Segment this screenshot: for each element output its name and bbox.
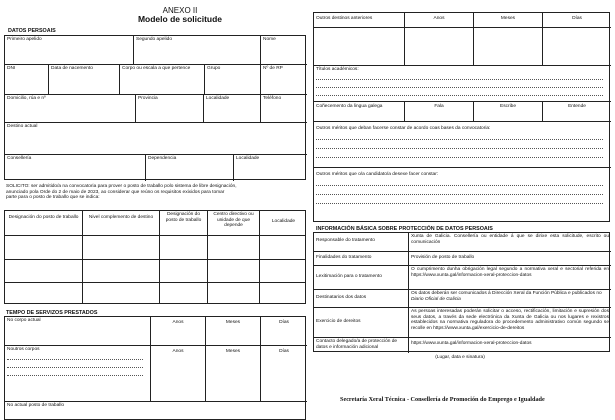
telefono-label: Teléfono: [263, 96, 282, 101]
corpo-escala-field[interactable]: [119, 64, 204, 94]
dni-label: DNI: [7, 66, 16, 71]
services-meses-2[interactable]: Meses: [205, 345, 260, 401]
dotted-line: [316, 139, 603, 140]
signature-caption: (Lugar, data e sinatura): [435, 355, 485, 360]
posts-col-divider: [207, 235, 208, 304]
posts-header-localidade: Localidade: [259, 211, 307, 235]
personal-data-box: [4, 35, 306, 180]
domicilio-field[interactable]: [5, 94, 135, 122]
telefono-field[interactable]: [260, 94, 307, 122]
corpo-actual-label: No corpo actual: [7, 318, 41, 323]
protection-label-contacto: Contacto delegado/a de protección de datos e información adicional: [314, 337, 408, 353]
services-heading: TEMPO DE SERVIZOS PRESTADOS: [6, 310, 98, 316]
lingua-fala-checkbox[interactable]: Fala: [404, 101, 473, 121]
annex-label: ANEXO II: [162, 6, 198, 15]
footer-text: Secretaría Xeral Técnica - Consellería de Promoción do Emprego e Igualdade: [340, 396, 545, 403]
posts-col-divider: [82, 235, 83, 304]
dotted-line: [316, 87, 603, 88]
protection-value-responsable: Xunta de Galicia. Consellería ou entidade á que se dirixe esta solicitude, escrito ou comunicación: [408, 233, 611, 251]
localidade2-label: Localidade: [236, 156, 260, 161]
lingua-entende-checkbox[interactable]: Entende: [542, 101, 611, 121]
posts-header-designacion: Designación do posto de traballo: [8, 215, 79, 220]
personal-data-heading: DATOS PERSOAIS: [8, 28, 56, 34]
protection-label-lexitimacion: Lexitimación para o tratamento: [314, 265, 408, 289]
dotted-line: [316, 79, 603, 80]
protection-value-contacto: https://www.xunta.gal/informacion-xeral-proteccion-datos: [408, 337, 611, 353]
protection-label-dereitos: Exercicio de dereitos: [314, 307, 408, 337]
n-rp-label: Nº de RP: [263, 66, 283, 71]
dotted-line: [316, 194, 603, 195]
posts-header-nivel: Nivel complemento de destino: [82, 211, 159, 235]
solicito-line-3: parte para o posto de traballo que se indica:: [6, 195, 100, 201]
posts-header-designacion2: Designación do posto de traballo: [159, 211, 207, 235]
services-meses-1[interactable]: Meses: [205, 317, 260, 345]
destino-actual-label: Destino actual: [7, 124, 38, 129]
provincia-label: Provincia: [138, 96, 158, 101]
outros-anos-input[interactable]: [404, 27, 473, 65]
localidade2-field[interactable]: [233, 154, 307, 181]
dotted-line: [316, 185, 603, 186]
primeiro-apelido-label: Primeiro apelido: [7, 37, 42, 42]
outros-destinos-label: Outros destinos anteriores: [316, 16, 373, 21]
noutros-corpos-label: Noutros corpos: [7, 347, 40, 352]
noutros-corpos-field[interactable]: [5, 345, 150, 401]
dotted-line: [316, 203, 603, 204]
dni-field[interactable]: [5, 64, 48, 94]
posts-col-divider: [159, 235, 160, 304]
meritos-convocatoria-field[interactable]: [314, 121, 611, 167]
conselleria-field[interactable]: [5, 154, 145, 181]
outros-meses-label: Meses: [473, 13, 542, 27]
meritos-candidato-label: Outros méritos que o/a candidato/a desexe facer constar:: [316, 172, 439, 177]
solicito-line-1: SOLICITO: ser admitido/a na convocatoria para prover o posto de traballo polo sistema de libre designación,: [6, 184, 237, 189]
meritos-candidato-field[interactable]: [314, 167, 611, 222]
segundo-apelido-field[interactable]: [133, 36, 260, 64]
posts-col-divider: [259, 235, 260, 304]
dotted-line: [7, 375, 143, 376]
right-upper-box: [313, 12, 610, 222]
posts-row-divider: [5, 259, 305, 260]
lingua-escribe-checkbox[interactable]: Escribe: [473, 101, 542, 121]
dotted-line: [316, 148, 603, 149]
domicilio-label: Domicilio, rúa e nº: [7, 96, 46, 101]
dependencia-label: Dependencia: [148, 156, 177, 161]
protection-value-lexitimacion: O cumprimento dunha obrigación legal segundo a normativa xeral e sectorial referida en https://www.xunta.gal/informacion-xeral-proteccion-datos: [408, 265, 611, 289]
actual-posto-field[interactable]: [5, 401, 307, 420]
services-dias-2[interactable]: Días: [260, 345, 307, 401]
nome-label: Nome: [263, 37, 276, 42]
titulos-field[interactable]: [314, 65, 611, 101]
grupo-label: Grupo: [207, 66, 221, 71]
services-anos-1[interactable]: Anos: [150, 317, 205, 345]
primeiro-apelido-field[interactable]: [5, 36, 133, 64]
dotted-line: [7, 359, 143, 360]
outros-destinos-input[interactable]: [314, 27, 404, 65]
solicito-text: [6, 184, 306, 201]
dependencia-field[interactable]: [145, 154, 233, 181]
posts-row-divider: [5, 282, 305, 283]
dotted-line: [7, 367, 143, 368]
protection-value-finalidades: Provisión de posto de traballo: [408, 251, 611, 265]
data-nacemento-label: Data de nacemento: [51, 66, 93, 71]
lingua-galega-label: Coñecemento da lingua galega: [314, 101, 404, 121]
solicito-line-2: anunciado pola Orde do 2 de maio de 2023, ao considerar que reúno os requisitos exixidos para tomar: [6, 189, 225, 195]
segundo-apelido-label: Segundo apelido: [136, 37, 173, 42]
protection-heading: INFORMACIÓN BÁSICA SOBRE PROTECCIÓN DE DATOS PERSOAIS: [316, 226, 493, 232]
outros-meses-input[interactable]: [473, 27, 542, 65]
nome-field[interactable]: [260, 36, 307, 64]
services-anos-2[interactable]: Anos: [150, 345, 205, 401]
actual-posto-label: No actual posto de traballo: [7, 403, 65, 408]
protection-value-destinatarios: [408, 289, 611, 307]
protection-table: [313, 232, 610, 352]
corpo-escala-label: Corpo ou escala a que pertence: [122, 66, 191, 71]
localidade-label: Localidade: [206, 96, 230, 101]
n-rp-field[interactable]: [260, 64, 307, 94]
protection-label-destinatarios: Destinatarios dos datos: [314, 289, 408, 307]
protection-label-responsable: Responsable do tratamento: [316, 238, 375, 243]
destinatarios-italic: Diario Oficial de Galicia: [411, 296, 461, 302]
posts-table: [4, 210, 306, 304]
provincia-field[interactable]: [135, 94, 203, 122]
data-nacemento-field[interactable]: [48, 64, 119, 94]
conselleria-label: Consellería: [7, 156, 32, 161]
titulos-label: Títulos académicos:: [316, 67, 359, 72]
meritos-convocatoria-label: Outros méritos que deban facerse constar de acordo coas bases da convocatoria:: [316, 126, 491, 131]
services-dias-1[interactable]: Días: [260, 317, 307, 345]
page-title: Modelo de solicitude: [137, 14, 223, 24]
protection-label-finalidades: Finalidades do tratamento: [314, 251, 408, 265]
grupo-field[interactable]: [204, 64, 260, 94]
protection-value-dereitos: As persoas interesadas poderán solicitar o acceso, rectificación, limitación e supresión dos seus datos, a través da sede electrónica da Xunta de Galicia ou nos lugares e rexistros establecidos na normativa reguladora do procedemento administrativo común segundo se recolle en https://www.xunta.gal/exercicio-de-dereitos: [408, 307, 611, 337]
dotted-line: [316, 157, 603, 158]
destinatarios-text: Os datos deberán ser comunicados á Dirección Xeral da Función Pública e publicados no: [411, 291, 602, 296]
destino-actual-field[interactable]: [5, 122, 307, 154]
posts-row-divider: [5, 235, 305, 236]
outros-dias-label: Días: [542, 13, 611, 27]
localidade-field[interactable]: [203, 94, 260, 122]
outros-anos-label: Anos: [404, 13, 473, 27]
services-table: [4, 316, 306, 420]
dotted-line: [316, 95, 603, 96]
outros-dias-input[interactable]: [542, 27, 611, 65]
posts-header-centro: Centro directivo ou unidade de que depende: [207, 211, 259, 235]
